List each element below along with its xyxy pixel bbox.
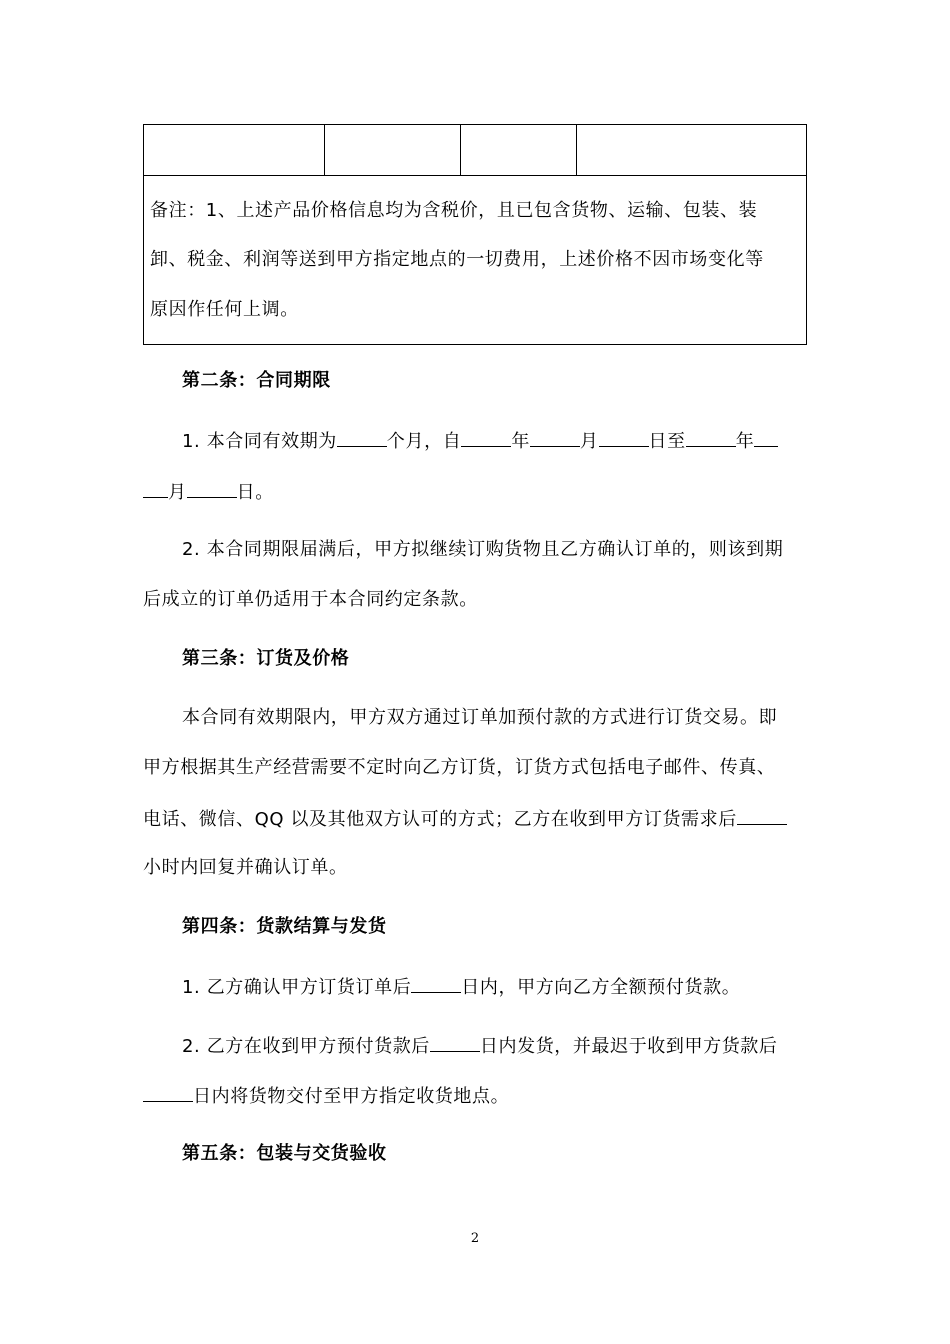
article4-item2-line1 (182, 1032, 778, 1060)
article3-line4: 小时内回复并确认订单。 (143, 857, 348, 878)
fill-blank (530, 427, 580, 447)
text-segment: 年 (511, 431, 530, 452)
text-segment: 个月，自 (386, 431, 462, 452)
text-segment: 月 (579, 431, 599, 452)
text-segment: 日内将货物交付至甲方指定收货地点。 (193, 1086, 510, 1107)
fill-blank (754, 427, 778, 447)
fill-blank (430, 1032, 480, 1052)
article3-line3 (143, 805, 787, 833)
text-segment: 月 (168, 482, 187, 503)
article3-heading: 第三条：订货及价格 (182, 648, 350, 669)
text-segment: 日内，甲方向乙方全额预付货款。 (461, 977, 741, 998)
fill-blank (143, 1082, 193, 1102)
article2-item1-line1 (182, 427, 778, 455)
note-line: 原因作任何上调。 (150, 299, 299, 320)
fill-blank (686, 427, 736, 447)
article5-heading: 第五条：包装与交货验收 (182, 1143, 387, 1164)
article4-heading: 第四条：货款结算与发货 (182, 916, 387, 937)
note-line: 备注：1、上述产品价格信息均为含税价，且已包含货物、运输、包装、装 (150, 200, 758, 221)
article2-heading: 第二条：合同期限 (182, 370, 331, 391)
fill-blank (737, 805, 787, 825)
article2-item2-line2: 后成立的订单仍适用于本合同约定条款。 (143, 589, 478, 610)
table-row (144, 125, 806, 176)
article4-item1 (182, 973, 740, 1001)
text-segment: 年 (735, 431, 755, 452)
article2-item2-line1: 2. 本合同期限届满后，甲方拟继续订购货物且乙方确认订单的，则该到期 (182, 539, 784, 560)
fill-blank (411, 973, 461, 993)
table-cell (144, 125, 325, 175)
article3-line1: 本合同有效期限内，甲方双方通过订单加预付款的方式进行订货交易。即 (182, 707, 778, 728)
fill-blank (143, 478, 168, 498)
text-segment: 日。 (236, 482, 274, 503)
text-segment: 1. 本合同有效期为 (182, 431, 337, 452)
fill-blank (337, 427, 387, 447)
article2-item1-line2 (143, 478, 274, 506)
text-segment: 电话、微信、QQ 以及其他双方认可的方式；乙方在收到甲方订货需求后 (143, 809, 737, 830)
table-cell (577, 125, 806, 175)
table-cell (325, 125, 461, 175)
text-segment: 1. 乙方确认甲方订货订单后 (182, 977, 412, 998)
fill-blank (599, 427, 649, 447)
table-cell (461, 125, 577, 175)
article3-line2: 甲方根据其生产经营需要不定时向乙方订货，订货方式包括电子邮件、传真、 (143, 757, 776, 778)
text-segment: 日内发货，并最迟于收到甲方货款后 (479, 1036, 778, 1057)
fill-blank (461, 427, 511, 447)
text-segment: 日至 (648, 431, 686, 452)
fill-blank (187, 478, 237, 498)
product-table (143, 124, 807, 345)
note-line: 卸、税金、利润等送到甲方指定地点的一切费用，上述价格不因市场变化等 (150, 249, 764, 270)
page-number: 2 (470, 1231, 480, 1246)
text-segment: 2. 乙方在收到甲方预付货款后 (182, 1036, 430, 1057)
table-note (150, 176, 790, 344)
article4-item2-line2 (143, 1082, 509, 1110)
